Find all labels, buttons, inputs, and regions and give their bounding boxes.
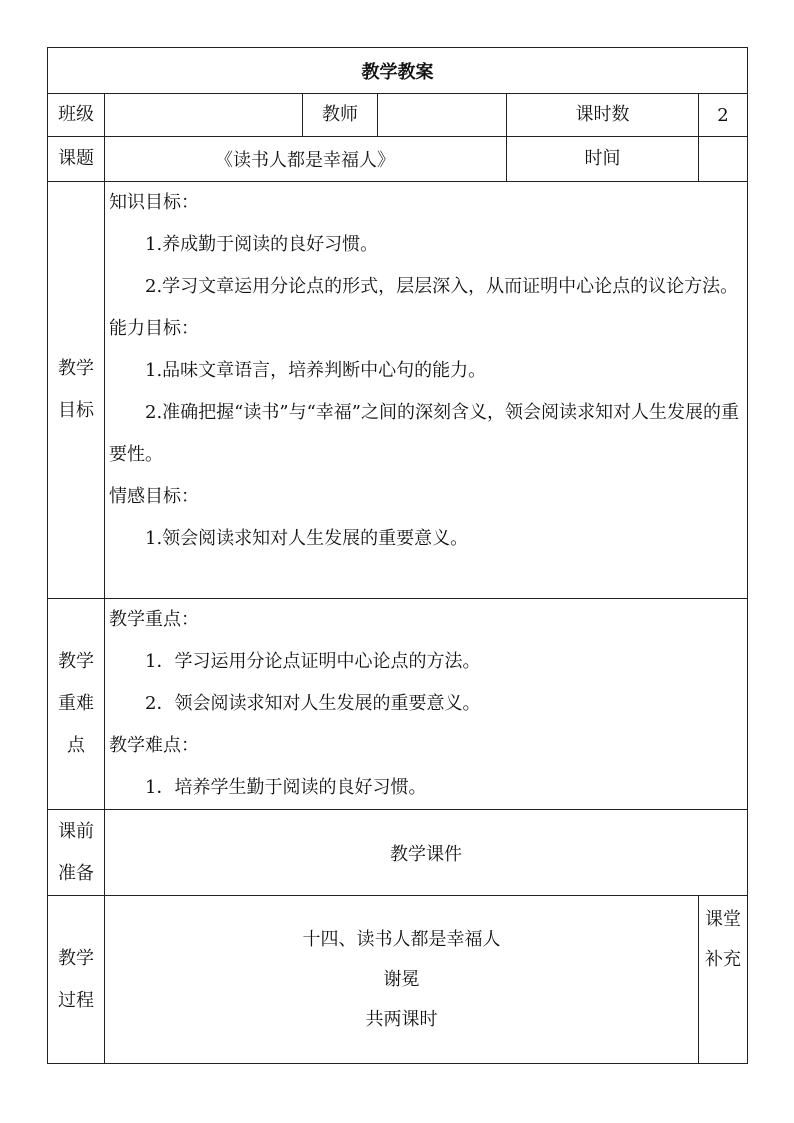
objectives-label: 教学 目标 bbox=[48, 182, 105, 599]
time-label: 时间 bbox=[507, 137, 699, 182]
teacher-value bbox=[378, 94, 507, 137]
periods-value: 2 bbox=[699, 94, 748, 137]
objective-item: 2.准确把握“读书”与“幸福”之间的深刻含义，领会阅读求知对人生发展的重要性。 bbox=[109, 402, 739, 465]
objective-item: 1.领会阅读求知对人生发展的重要意义。 bbox=[145, 528, 469, 549]
keypoints-label: 教学 重难 点 bbox=[48, 599, 105, 810]
keypoints-content bbox=[105, 599, 748, 810]
objective-item: 1.品味文章语言，培养判断中心句的能力。 bbox=[145, 360, 487, 381]
objective-heading: 情感目标： bbox=[109, 486, 199, 507]
teacher-label: 教师 bbox=[303, 94, 378, 137]
classroom-supplement: 课堂 补充 bbox=[699, 896, 748, 1064]
time-value bbox=[699, 137, 748, 182]
process-label: 教学 过程 bbox=[48, 896, 105, 1064]
class-label: 班级 bbox=[48, 94, 105, 137]
lesson-plan-table bbox=[47, 47, 748, 1064]
preparation-label: 课前 准备 bbox=[48, 810, 105, 896]
lesson-title: 十四、读书人都是幸福人 bbox=[302, 929, 501, 950]
objective-item: 1.养成勤于阅读的良好习惯。 bbox=[145, 234, 379, 255]
topic-value: 《读书人都是幸福人》 bbox=[105, 137, 507, 182]
keypoint-item: 1．学习运用分论点证明中心论点的方法。 bbox=[145, 651, 481, 672]
keypoint-item: 1．培养学生勤于阅读的良好习惯。 bbox=[145, 777, 427, 798]
objectives-content bbox=[105, 182, 748, 599]
keypoint-item: 2．领会阅读求知对人生发展的重要意义。 bbox=[145, 693, 481, 714]
plan-title: 教学教案 bbox=[48, 48, 748, 94]
lesson-periods: 共两课时 bbox=[365, 1009, 438, 1030]
lesson-author: 谢冕 bbox=[383, 969, 420, 990]
periods-label: 课时数 bbox=[507, 94, 699, 137]
objective-heading: 能力目标： bbox=[109, 318, 199, 339]
topic-label: 课题 bbox=[48, 137, 105, 182]
keypoint-heading: 教学难点： bbox=[109, 735, 199, 756]
objective-heading: 知识目标： bbox=[109, 192, 199, 213]
process-content bbox=[105, 896, 699, 1064]
class-value bbox=[105, 94, 303, 137]
objective-item: 2.学习文章运用分论点的形式，层层深入，从而证明中心论点的议论方法。 bbox=[145, 276, 739, 297]
preparation-value: 教学课件 bbox=[105, 810, 748, 896]
keypoint-heading: 教学重点： bbox=[109, 609, 199, 630]
